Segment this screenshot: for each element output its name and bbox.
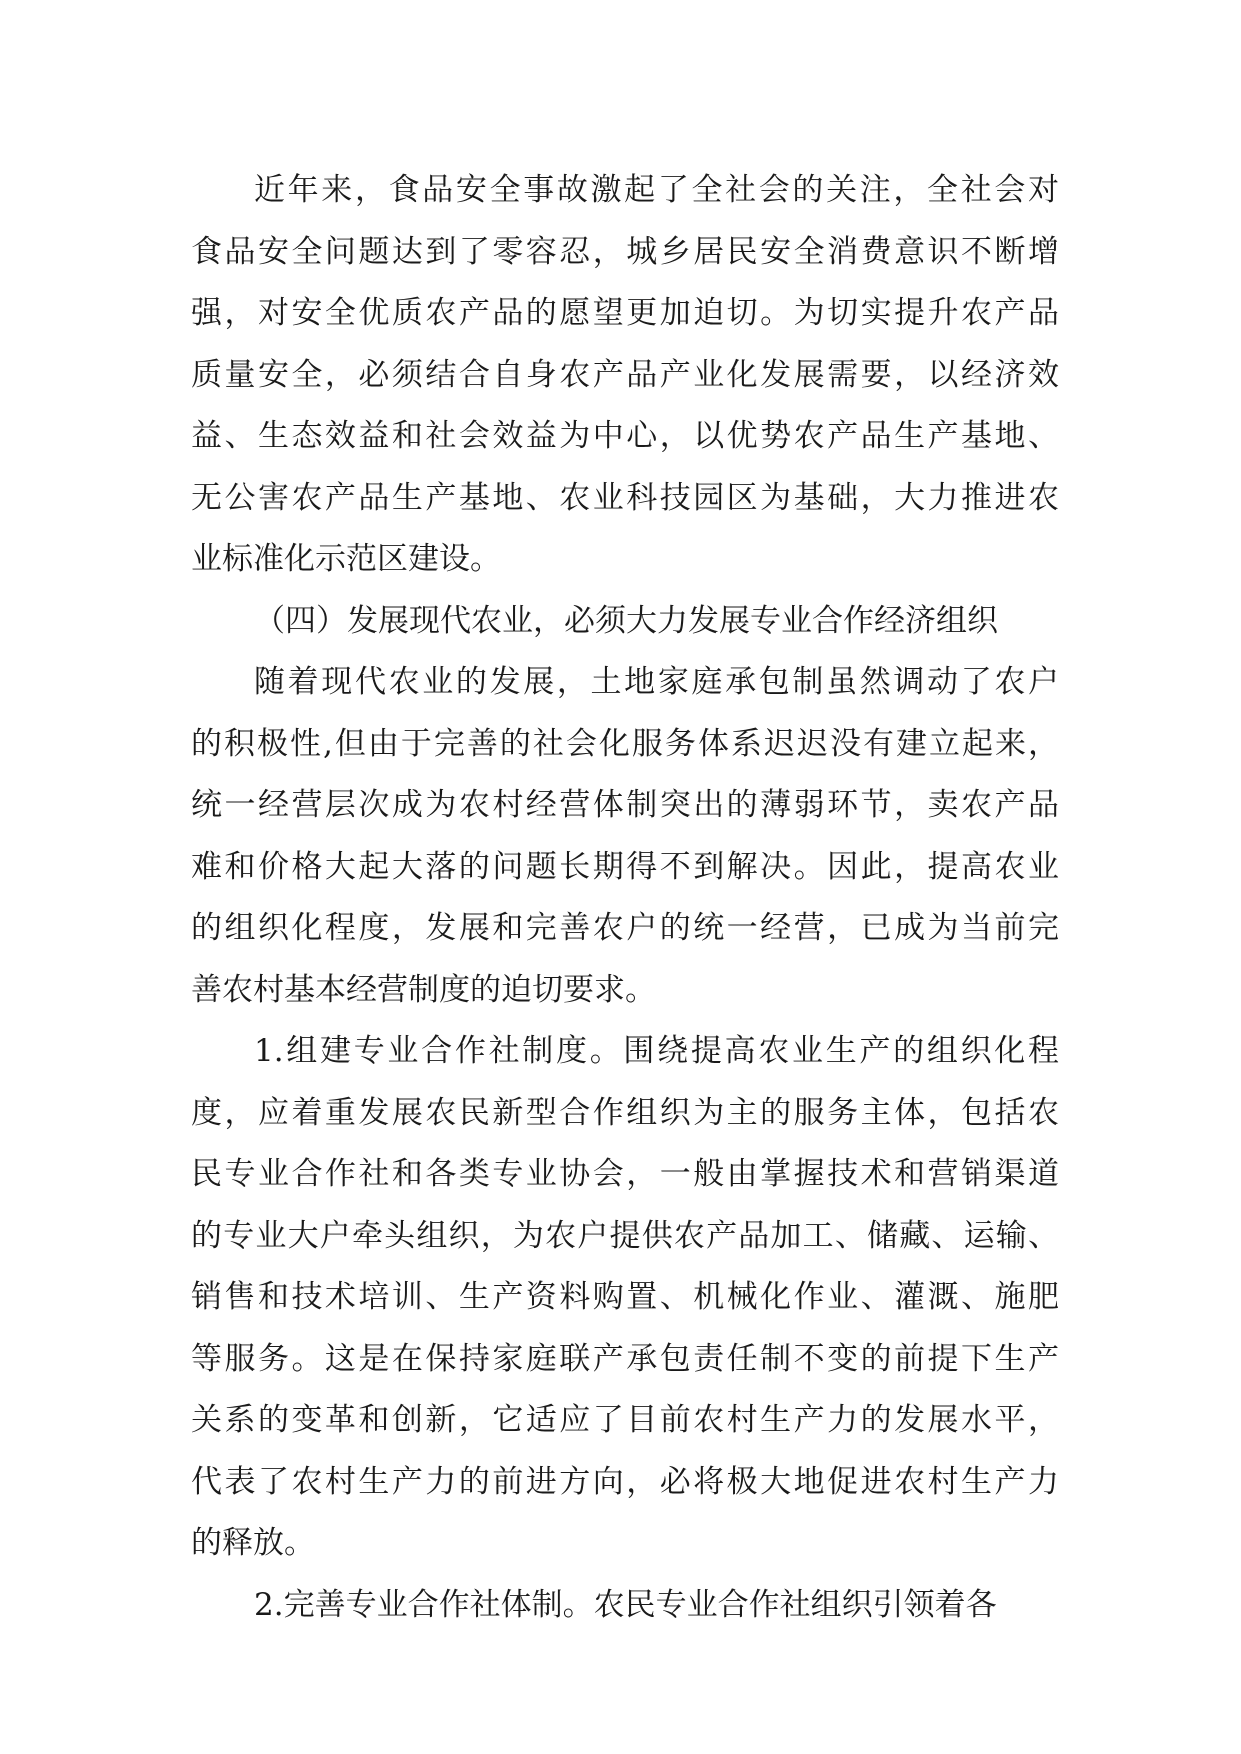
text-line: 善农村基本经营制度的迫切要求。 bbox=[191, 971, 656, 1008]
text-line: 度，应着重发展农民新型合作组织为主的服务主体，包括农 bbox=[191, 1094, 1059, 1131]
text-line: 食品安全问题达到了零容忍，城乡居民安全消费意识不断增 bbox=[191, 233, 1059, 270]
text-line: 代表了农村生产力的前进方向，必将极大地促进农村生产力 bbox=[191, 1463, 1059, 1500]
text-line: 的积极性,但由于完善的社会化服务体系迟迟没有建立起来， bbox=[191, 725, 1059, 762]
text-line: 1.组建专业合作社制度。围绕提高农业生产的组织化程 bbox=[254, 1033, 1059, 1069]
text-line: 的组织化程度，发展和完善农户的统一经营，已成为当前完 bbox=[191, 910, 1059, 946]
text-line: 无公害农产品生产基地、农业科技园区为基础，大力推进农 bbox=[191, 479, 1059, 516]
paragraph bbox=[191, 160, 1059, 591]
text-line: （四）发展现代农业，必须大力发展专业合作经济组织 bbox=[254, 602, 998, 639]
text-line: 等服务。这是在保持家庭联产承包责任制不变的前提下生产 bbox=[191, 1340, 1059, 1377]
section-heading bbox=[191, 591, 1059, 653]
text-line: 的专业大户牵头组织，为农户提供农产品加工、储藏、运输、 bbox=[191, 1217, 1059, 1254]
text-line: 随着现代农业的发展，土地家庭承包制虽然调动了农户 bbox=[254, 664, 1059, 700]
text-line: 难和价格大起大落的问题长期得不到解决。因此，提高农业 bbox=[191, 848, 1059, 885]
paragraph bbox=[191, 1021, 1059, 1575]
text-line: 民专业合作社和各类专业协会，一般由掌握技术和营销渠道 bbox=[191, 1156, 1059, 1192]
text-line: 关系的变革和创新，它适应了目前农村生产力的发展水平， bbox=[191, 1402, 1059, 1438]
text-line: 销售和技术培训、生产资料购置、机械化作业、灌溉、施肥 bbox=[191, 1279, 1059, 1315]
paragraph bbox=[191, 652, 1059, 1021]
text-line: 强，对安全优质农产品的愿望更加迫切。为切实提升农产品 bbox=[191, 295, 1059, 331]
text-line: 益、生态效益和社会效益为中心，以优势农产品生产基地、 bbox=[191, 418, 1059, 454]
text-line: 业标准化示范区建设。 bbox=[191, 541, 501, 577]
document-body bbox=[191, 160, 1059, 1636]
text-line: 统一经营层次成为农村经营体制突出的薄弱环节，卖农产品 bbox=[191, 787, 1059, 823]
text-line: 近年来，食品安全事故激起了全社会的关注，全社会对 bbox=[254, 172, 1059, 208]
text-line: 质量安全，必须结合自身农产品产业化发展需要，以经济效 bbox=[191, 356, 1059, 393]
paragraph bbox=[191, 1575, 1059, 1637]
text-line: 2.完善专业合作社体制。农民专业合作社组织引领着各 bbox=[254, 1586, 997, 1623]
text-line: 的释放。 bbox=[191, 1525, 315, 1561]
